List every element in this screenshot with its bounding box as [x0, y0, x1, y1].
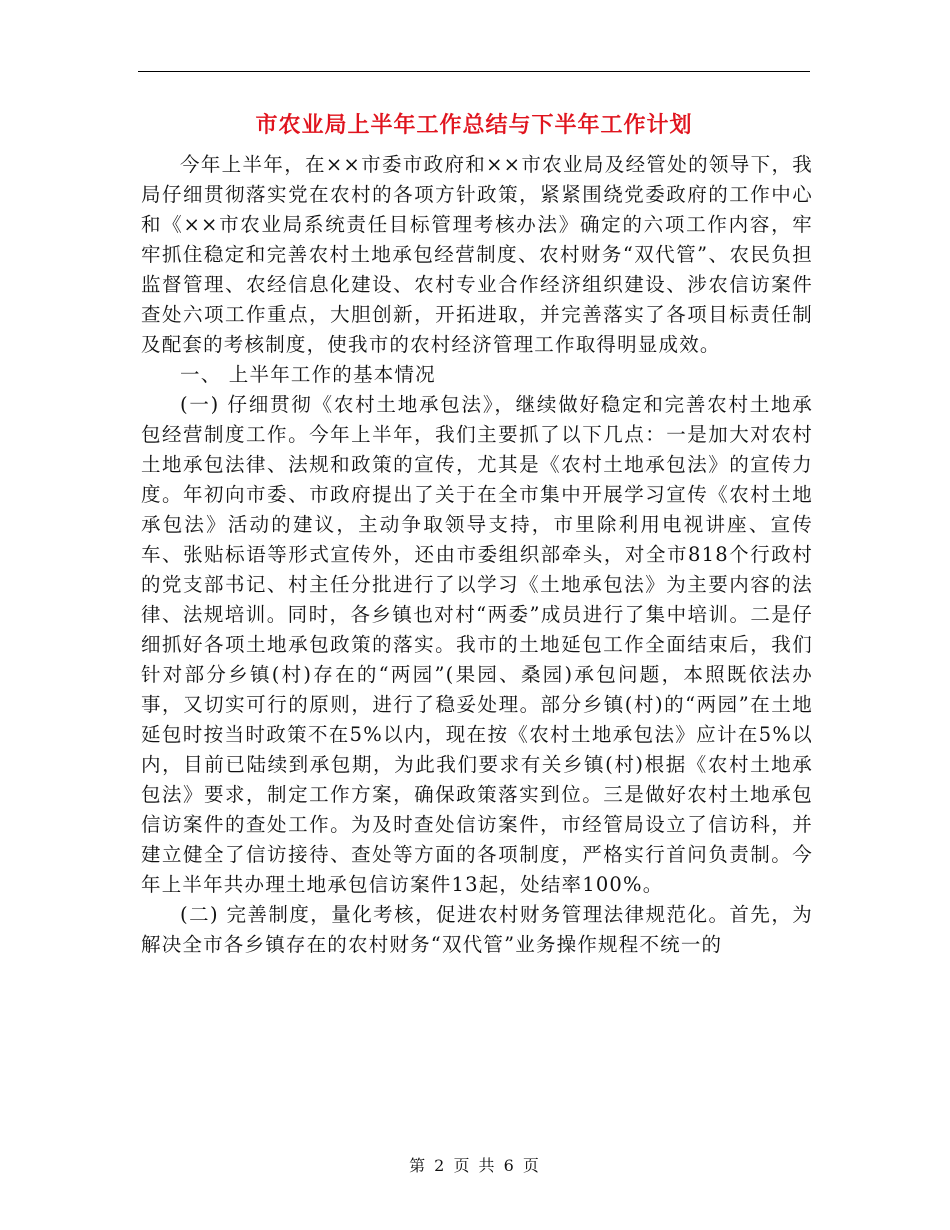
- document-body: [141, 150, 813, 960]
- document-title: 市农业局上半年工作总结与下半年工作计划: [255, 112, 693, 138]
- page-number-footer: 第 2 页 共 6 页: [409, 1156, 541, 1175]
- section-1-paragraph: (一) 仔细贯彻《农村土地承包法》，继续做好稳定和完善农村土地承包经营制度工作。今年上半年，我们主要抓了以下几点：一是加大对农村土地承包法律、法规和政策的宣传，尤其是《农村土地承包法》的宣传力度。年初向市委、市政府提出了关于在全市集中开展学习宣传《农村土地承包法》活动的建议，主动争取领导支持，市里除利用电视讲座、宣传车、张贴标语等形式宣传外，还由市委组织部牵头，对全市818个行政村的党支部书记、村主任分批进行了以学习《土地承包法》为主要内容的法律、法规培训。同时，各乡镇也对村“两委”成员进行了集中培训。二是仔细抓好各项土地承包政策的落实。我市的土地延包工作全面结束后，我们针对部分乡镇(村)存在的“两园”(果园、桑园)承包问题，本照既依法办事，又切实可行的原则，进行了稳妥处理。部分乡镇(村)的“两园”在土地延包时按当时政策不在5%以内，现在按《农村土地承包法》应计在5%以内，目前已陆续到承包期，为此我们要求有关乡镇(村)根据《农村土地承包法》要求，制定工作方案，确保政策落实到位。三是做好农村土地承包信访案件的查处工作。为及时查处信访案件，市经管局设立了信访科，并建立健全了信访接待、查处等方面的各项制度，严格实行首问负责制。今年上半年共办理土地承包信访案件13起，处结率100%。: [141, 393, 813, 896]
- header-rule: [138, 71, 810, 72]
- section-heading: 一、 上半年工作的基本情况: [180, 363, 436, 386]
- section-2-paragraph: (二) 完善制度，量化考核，促进农村财务管理法律规范化。首先，为解决全市各乡镇存在的农村财务“双代管”业务操作规程不统一的: [141, 903, 813, 956]
- intro-paragraph: 今年上半年，在××市委市政府和××市农业局及经管处的领导下，我局仔细贯彻落实党在农村的各项方针政策，紧紧围绕党委政府的工作中心和《××市农业局系统责任目标管理考核办法》确定的六项工作内容，牢牢抓住稳定和完善农村土地承包经营制度、农村财务“双代管”、农民负担监督管理、农经信息化建设、农村专业合作经济组织建设、涉农信访案件查处六项工作重点，大胆创新，开拓进取，并完善落实了各项目标责任制及配套的考核制度，使我市的农村经济管理工作取得明显成效。: [141, 153, 813, 356]
